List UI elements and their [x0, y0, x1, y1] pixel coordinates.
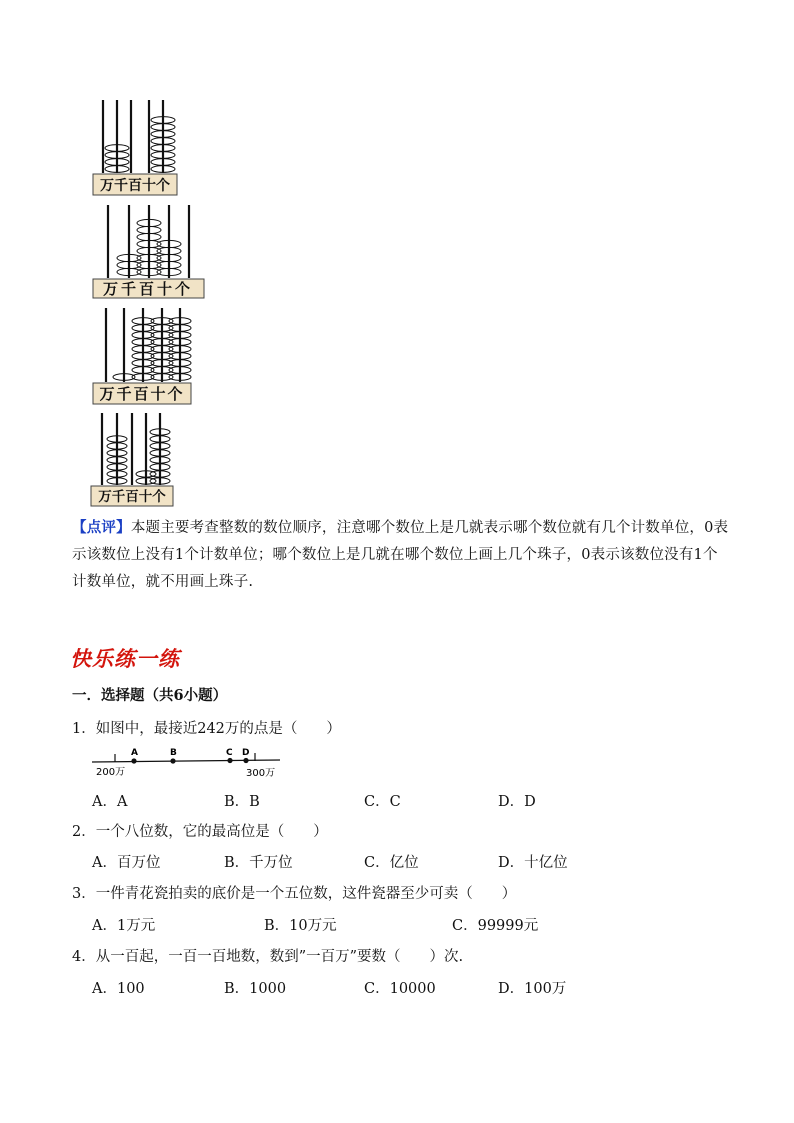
- question-1-option-b[interactable]: B．B: [224, 794, 260, 810]
- comment-paragraph: [72, 514, 732, 596]
- question-2-option-b[interactable]: B．千万位: [224, 855, 293, 871]
- end-label: 300万: [246, 768, 276, 779]
- abacus-figure-2: [92, 203, 207, 299]
- abacus-place-labels: 万千百十个: [102, 280, 194, 298]
- comment-tag: 【点评】: [72, 519, 131, 536]
- question-4-option-c[interactable]: C．10000: [364, 981, 436, 997]
- question-3-stem: 3．一件青花瓷拍卖的底价是一个五位数，这件瓷器至少可卖（ ）: [72, 886, 517, 902]
- abacus-figure-3: [92, 306, 194, 406]
- practice-heading: 快乐练一练: [70, 646, 180, 671]
- point-b-label: B: [170, 748, 177, 758]
- question-1-option-a[interactable]: A．A: [92, 794, 128, 810]
- abacus-figure-4: [90, 411, 176, 507]
- question-1-option-c[interactable]: C．C: [364, 794, 401, 810]
- number-line-figure: [90, 744, 290, 784]
- question-4-option-d[interactable]: D．100万: [498, 981, 567, 997]
- question-3-option-b[interactable]: B．10万元: [264, 918, 337, 934]
- abacus-place-labels: 万千百十个: [100, 178, 170, 194]
- start-label: 200万: [96, 767, 126, 778]
- point-c-label: C: [226, 748, 233, 758]
- question-2-option-c[interactable]: C．亿位: [364, 855, 419, 871]
- section-title: 一．选择题（共6小题）: [72, 687, 228, 704]
- question-4-option-b[interactable]: B．1000: [224, 981, 287, 997]
- abacus-figure-1: [92, 98, 182, 196]
- comment-text: 本题主要考查整数的数位顺序，注意哪个数位上是几就表示哪个数位就有几个计数单位，0表示该数位上没有1个计数单位；哪个数位上是几就在哪个数位上画上几个珠子，0表示该数位没有1个计数单位，就不用画上珠子.: [72, 520, 729, 590]
- abacus-place-labels: 万千百十个: [99, 385, 185, 403]
- question-1-option-d[interactable]: D．D: [498, 794, 536, 810]
- question-4-stem: 4．从一百起，一百一百地数，数到”一百万”要数（ ）次.: [72, 949, 464, 965]
- point-a-label: A: [131, 748, 138, 758]
- point-d-label: D: [242, 748, 250, 758]
- question-2-option-d[interactable]: D．十亿位: [498, 855, 568, 871]
- question-3-option-c[interactable]: C．99999元: [452, 918, 539, 934]
- question-1-stem: 1．如图中，最接近242万的点是（ ）: [72, 721, 341, 737]
- question-2-stem: 2．一个八位数，它的最高位是（ ）: [72, 824, 328, 840]
- abacus-place-labels: 万千百十个: [98, 489, 166, 505]
- question-2-option-a[interactable]: A．百万位: [92, 855, 161, 871]
- question-4-option-a[interactable]: A．100: [92, 981, 145, 997]
- question-3-option-a[interactable]: A．1万元: [92, 918, 156, 934]
